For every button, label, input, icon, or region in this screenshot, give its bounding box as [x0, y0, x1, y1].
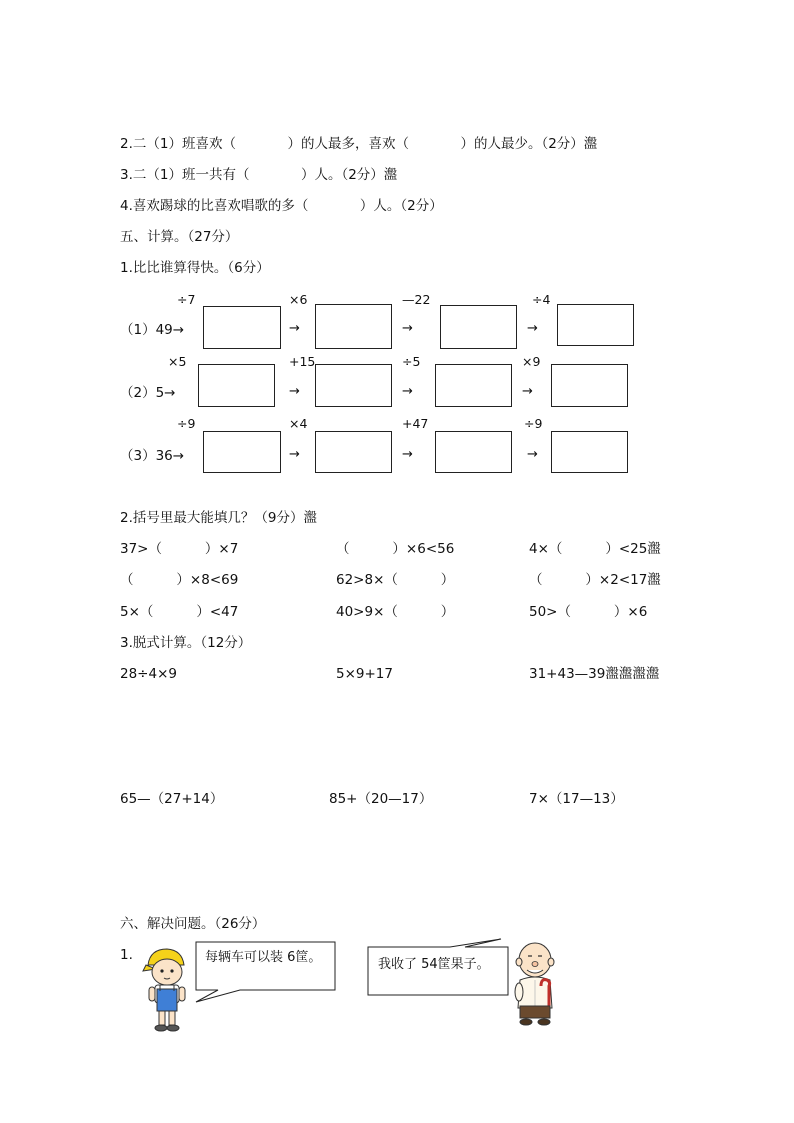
section-6-heading: 六、解决问题。（26分） [120, 916, 266, 932]
answer-box[interactable] [435, 364, 512, 407]
arrow-icon: → [289, 384, 300, 399]
answer-box[interactable] [551, 431, 628, 473]
chain-operation: ÷9 [177, 416, 196, 431]
fill-item: （ ）×6<56 [336, 541, 455, 557]
chain-start-label: （2）5→ [120, 385, 176, 401]
chain-operation: ÷5 [402, 354, 421, 369]
question-1-label: 1. [120, 947, 133, 963]
chain-operation: ×6 [289, 292, 308, 307]
answer-box[interactable] [203, 306, 281, 349]
speech-text-left: 每辆车可以装 6筐。 [205, 950, 322, 965]
arrow-icon: → [402, 384, 413, 399]
answer-box[interactable] [435, 431, 512, 473]
fill-item: 50>（ ）×6 [529, 604, 648, 620]
calc-item: 7×（17—13） [529, 791, 624, 807]
grandpa-illustration [505, 940, 565, 1030]
subsection-2-title: 2.括号里最大能填几？（9分）瀊 [120, 510, 317, 526]
question-4: 4.喜欢踢球的比喜欢唱歌的多（ ）人。（2分） [120, 198, 443, 214]
calc-item: 85+（20—17） [329, 791, 433, 807]
fill-item: 37>（ ）×7 [120, 541, 239, 557]
calc-item: 65—（27+14） [120, 791, 224, 807]
fill-item: 4×（ ）<25瀊 [529, 541, 661, 557]
calc-item: 5×9+17 [336, 666, 393, 682]
question-3: 3.二（1）班一共有（ ）人。（2分）瀊 [120, 167, 398, 183]
fill-item: 5×（ ）<47 [120, 604, 239, 620]
chain-operation: ×4 [289, 416, 308, 431]
arrow-icon: → [527, 447, 538, 462]
fill-item: （ ）×8<69 [120, 572, 239, 588]
arrow-icon: → [402, 321, 413, 336]
answer-box[interactable] [198, 364, 275, 407]
chain-operation: ×9 [522, 354, 541, 369]
chain-operation: +15 [289, 354, 316, 369]
chain-operation: —22 [402, 292, 431, 307]
chain-operation: ÷9 [524, 416, 543, 431]
arrow-icon: → [527, 321, 538, 336]
arrow-icon: → [402, 447, 413, 462]
chain-operation: ×5 [168, 354, 187, 369]
answer-box[interactable] [551, 364, 628, 407]
answer-box[interactable] [557, 304, 634, 346]
subsection-1-title: 1.比比谁算得快。（6分） [120, 260, 270, 276]
chain-start-label: （1）49→ [120, 322, 185, 338]
arrow-icon: → [289, 321, 300, 336]
subsection-3-title: 3.脱式计算。（12分） [120, 635, 252, 651]
fill-item: （ ）×2<17瀊 [529, 572, 661, 588]
chain-operation: ÷7 [177, 292, 196, 307]
chain-operation: +47 [402, 416, 429, 431]
chain-start-label: （3）36→ [120, 448, 185, 464]
answer-box[interactable] [315, 431, 392, 473]
section-5-heading: 五、计算。（27分） [120, 229, 239, 245]
arrow-icon: → [522, 384, 533, 399]
fill-item: 62>8×（ ） [336, 572, 455, 588]
calc-item: 31+43—39瀊瀊瀊瀊 [529, 666, 660, 682]
answer-box[interactable] [440, 305, 517, 349]
chain-operation: ÷4 [532, 292, 551, 307]
fill-item: 40>9×（ ） [336, 604, 455, 620]
speech-text-right: 我收了 54筐果子。 [378, 957, 490, 972]
question-2: 2.二（1）班喜欢（ ）的人最多，喜欢（ ）的人最少。（2分）瀊 [120, 136, 598, 152]
arrow-icon: → [289, 447, 300, 462]
answer-box[interactable] [315, 364, 392, 407]
calc-item: 28÷4×9 [120, 666, 177, 682]
answer-box[interactable] [203, 431, 281, 473]
answer-box[interactable] [315, 304, 392, 349]
